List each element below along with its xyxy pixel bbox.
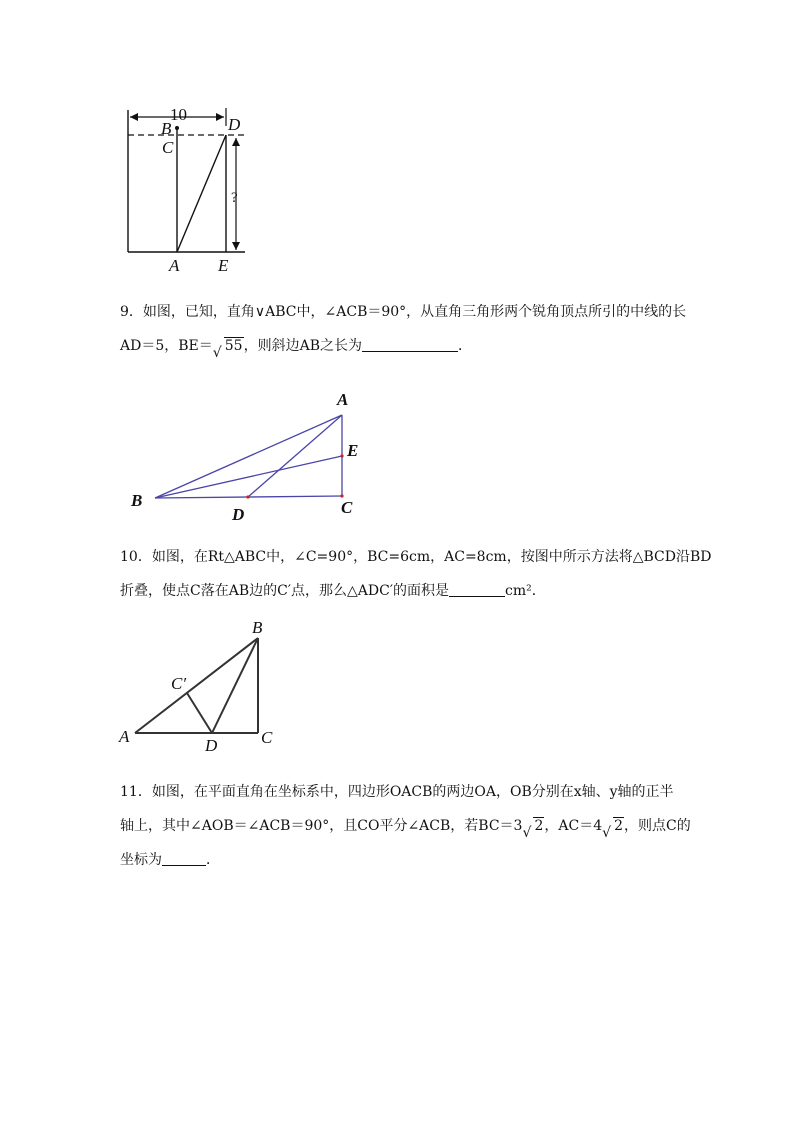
answer-blank-q11[interactable] (162, 851, 206, 866)
question-11-given-text: 轴上，其中∠AOB＝∠ACB＝90°，且CO平分∠ACB，若BC＝3 (120, 818, 523, 834)
point-b-dot (175, 126, 179, 130)
question-9 (120, 295, 687, 363)
question-11 (120, 775, 691, 877)
sqrt-55-argument: 55 (224, 338, 243, 354)
question-10 (120, 540, 712, 608)
sqrt-2-ac: √ 2 (602, 818, 624, 841)
q9-point-d-label: D (232, 505, 245, 524)
sqrt-2-bc: √ 2 (522, 818, 544, 841)
slant-rope-line (177, 135, 226, 252)
figure-ladder-diagram (118, 100, 258, 280)
figure-q9-triangle (125, 385, 370, 525)
point-e-marker (340, 454, 343, 457)
q9-point-b-label: B (131, 491, 143, 510)
question-10-line-2 (120, 574, 680, 608)
q10-side-ab (135, 638, 258, 733)
sqrt-2-bc-argument: 2 (534, 818, 544, 834)
question-11-ask-text: ，则点C的 (624, 818, 691, 834)
q10-segment-c-prime-d (187, 693, 212, 733)
question-9-ask-text: ，则斜边AB之长为 (243, 338, 362, 354)
question-10-line-1: 10．如图，在Rt△ABC中，∠C=90°，BC=6cm，AC=8cm，按图中所示方法将△BCD沿BD (120, 549, 712, 565)
question-11-line-3 (120, 843, 680, 877)
figure-q10-fold (115, 615, 285, 755)
dimension-label: 10 (170, 105, 187, 124)
point-d-label: D (228, 115, 241, 134)
q10-point-c-label: C (261, 728, 273, 747)
answer-blank-q9[interactable] (362, 337, 458, 352)
q10-point-a-label: A (119, 727, 130, 746)
height-arrowhead-top (232, 138, 240, 146)
q10-point-c-prime-label: C′ (171, 674, 187, 693)
median-ad (248, 415, 342, 497)
question-9-line-2 (120, 329, 680, 363)
question-9-end: ． (457, 338, 472, 354)
question-11-end: ． (206, 852, 220, 868)
median-be (155, 456, 342, 498)
point-c-label: C (162, 138, 174, 157)
question-9-given-text: AD＝5，BE＝ (120, 338, 213, 354)
q9-point-e-label: E (347, 441, 359, 460)
q9-point-c-label: C (341, 498, 353, 517)
sqrt-55: √ 55 (212, 338, 243, 361)
point-e-label: E (218, 256, 229, 275)
point-a-label: A (169, 256, 180, 275)
question-10-unit: cm²． (505, 583, 546, 599)
q10-point-d-label: D (205, 736, 218, 755)
question-11-given-text-2: ，AC＝4 (544, 818, 603, 834)
question-10-ask-text: 折叠，使点C落在AB边的C′点，那么△ADC′的面积是 (120, 583, 449, 599)
question-11-line-1: 11．如图，在平面直角在坐标系中，四边形OACB的两边OA，OB分别在x轴、y轴的正半 (120, 784, 674, 800)
question-11-line-2 (120, 809, 691, 843)
answer-blank-q10[interactable] (449, 582, 505, 597)
q10-fold-bd (212, 638, 258, 733)
point-d-marker (246, 495, 249, 498)
dimension-arrowhead-right (216, 113, 224, 121)
point-b-label: B (161, 119, 172, 138)
question-mark-label: ? (231, 190, 238, 206)
q10-point-b-label: B (252, 618, 263, 637)
question-9-line-1: 9．如图，已知，直角∨ABC中，∠ACB＝90°，从直角三角形两个锐角顶点所引的中线的长 (120, 304, 687, 320)
dimension-arrowhead-left (130, 113, 138, 121)
question-11-coord-text: 坐标为 (120, 852, 162, 868)
height-arrowhead-bottom (232, 242, 240, 250)
segment-ba (155, 415, 342, 498)
sqrt-2-ac-argument: 2 (614, 818, 624, 834)
q9-point-a-label: A (337, 390, 349, 409)
